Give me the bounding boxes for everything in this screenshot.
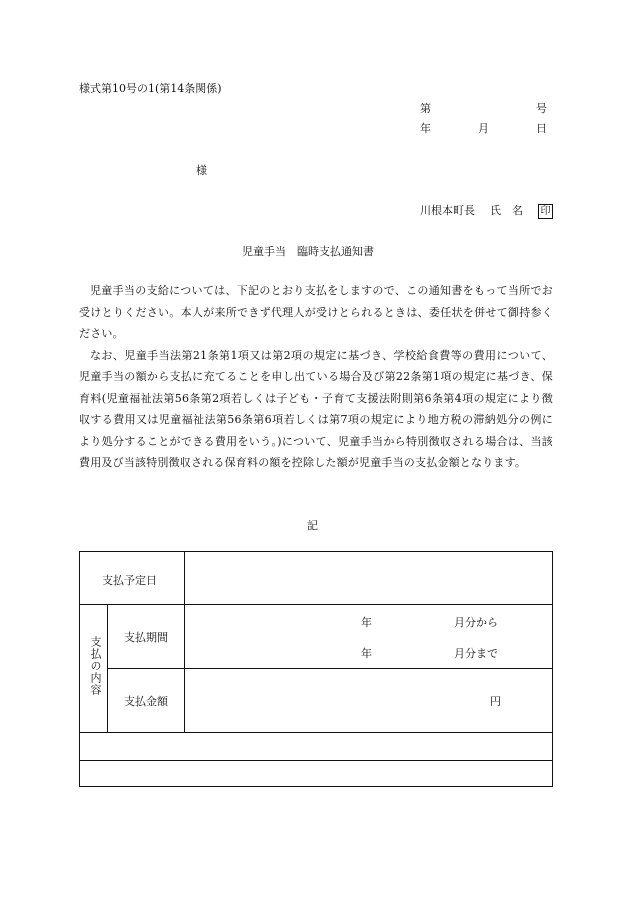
payment-table — [79, 551, 553, 787]
scheduled-date-label: 支払予定日 — [102, 574, 157, 587]
date-month-label: 月 — [478, 122, 489, 135]
blank-row-2 — [80, 761, 552, 787]
date-year-label: 年 — [420, 122, 431, 135]
blank-row-1 — [80, 733, 552, 760]
scheduled-date-value — [186, 552, 552, 604]
doc-number-suffix: 号 — [536, 102, 547, 115]
document-title: 児童手当 臨時支払通知書 — [242, 245, 374, 258]
seal-mark: 印 — [538, 204, 553, 219]
period-to-year: 年 — [361, 647, 372, 660]
notice-body — [79, 280, 553, 474]
ki-heading: 記 — [307, 519, 318, 532]
amount-label: 支払金額 — [124, 695, 168, 708]
paragraph-deduction-info: なお、児童手当法第21条第1項又は第2項の規定に基づき、学校給食費等の費用について、児童手当の額から支払に充てることを申し出ている場合及び第22条第1項の規定に基づき、保育料(児童福祉法第56条第2項若しくは子ども・子育て支援法附則第6条第4項の規定により徴収する費用又は児童福祉法第56条第6項若しくは第7項の規定により地方税の滞納処分の例により処分することができる費用をいう。)について、児童手当から特別徴収される場合は、当該費用及び当該特別徴収される保育料の額を控除した額が児童手当の支払金額となります。 — [79, 348, 553, 469]
period-to-month: 月分まで — [454, 647, 498, 660]
date-day-label: 日 — [536, 122, 547, 135]
amount-unit: 円 — [490, 695, 501, 708]
paragraph-payment-info: 児童手当の支給については、下記のとおり支払をしますので、この通知書をもって当所でお受けとりください。本人が来所できず代理人が受けとられるときは、委任状を併せて御持参ください。 — [79, 284, 553, 340]
form-number-label: 様式第10号の1(第14条関係) — [79, 82, 222, 95]
period-label: 支払期間 — [124, 631, 168, 644]
period-from-month: 月分から — [454, 616, 498, 629]
issuer-name-label: 氏 名 — [490, 204, 523, 217]
content-label: 支払の内容 — [89, 636, 102, 696]
addressee-honorific: 様 — [196, 164, 207, 177]
doc-number-prefix: 第 — [420, 102, 431, 115]
issuer-title: 川根本町長 — [420, 204, 475, 217]
period-from-year: 年 — [361, 616, 372, 629]
issuer-block — [420, 202, 553, 219]
